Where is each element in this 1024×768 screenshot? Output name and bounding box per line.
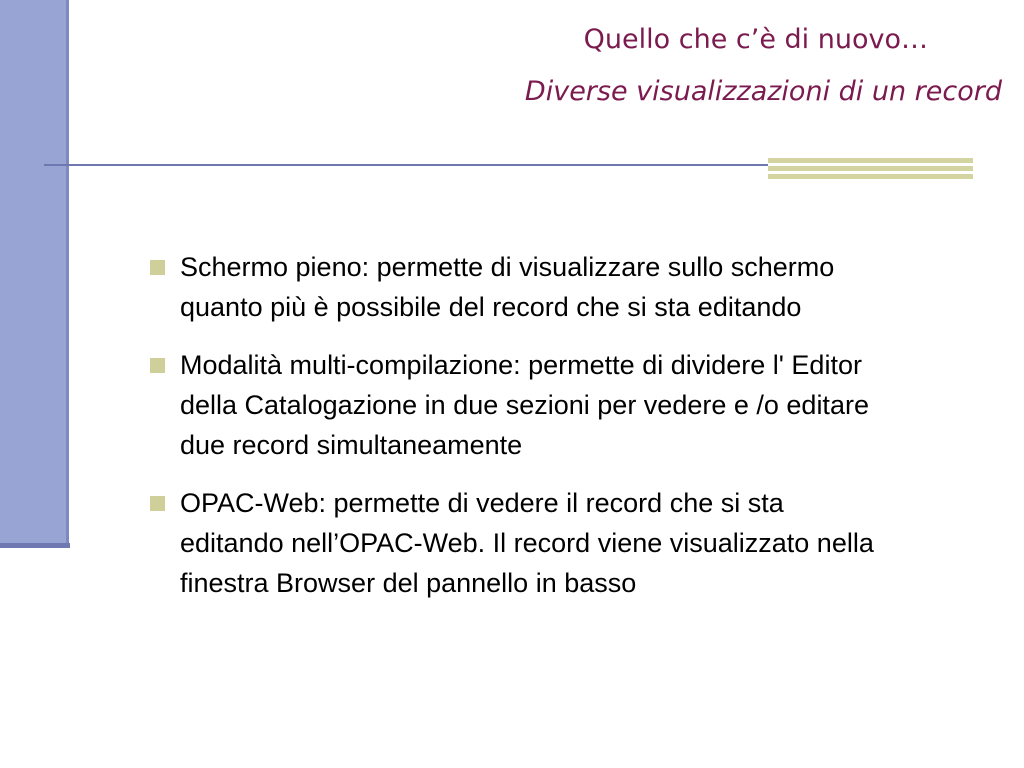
title-line-1: Quello che c’è di nuovo… xyxy=(583,24,928,55)
bullet-square-icon xyxy=(150,358,165,373)
accent-bar xyxy=(768,158,973,179)
bullet-square-icon xyxy=(150,260,165,275)
bullet-text: Modalità multi-compilazione: permette di dividere l' Editor della Catalogazione in due sezioni per vedere e /o editare due record simultaneamente xyxy=(180,350,869,460)
accent-stripe xyxy=(768,163,973,166)
list-item xyxy=(148,483,888,603)
bullet-list xyxy=(148,247,888,621)
left-band-shadow xyxy=(0,543,70,548)
list-item xyxy=(148,345,888,465)
left-decorative-band xyxy=(0,0,68,546)
bullet-text: OPAC-Web: permette di vedere il record che si sta editando nell’OPAC-Web. Il record viene visualizzato nella finestra Browser del pannello in basso xyxy=(180,488,874,598)
title-divider xyxy=(44,164,774,166)
title-line-2: Diverse visualizzazioni di un record xyxy=(524,76,1002,107)
left-band-edge xyxy=(66,0,69,548)
slide-title xyxy=(525,22,1002,110)
bullet-square-icon xyxy=(150,496,165,511)
accent-stripe xyxy=(768,171,973,174)
bullet-text: Schermo pieno: permette di visualizzare sullo schermo quanto più è possibile del record che si sta editando xyxy=(180,252,835,322)
list-item xyxy=(148,247,888,327)
